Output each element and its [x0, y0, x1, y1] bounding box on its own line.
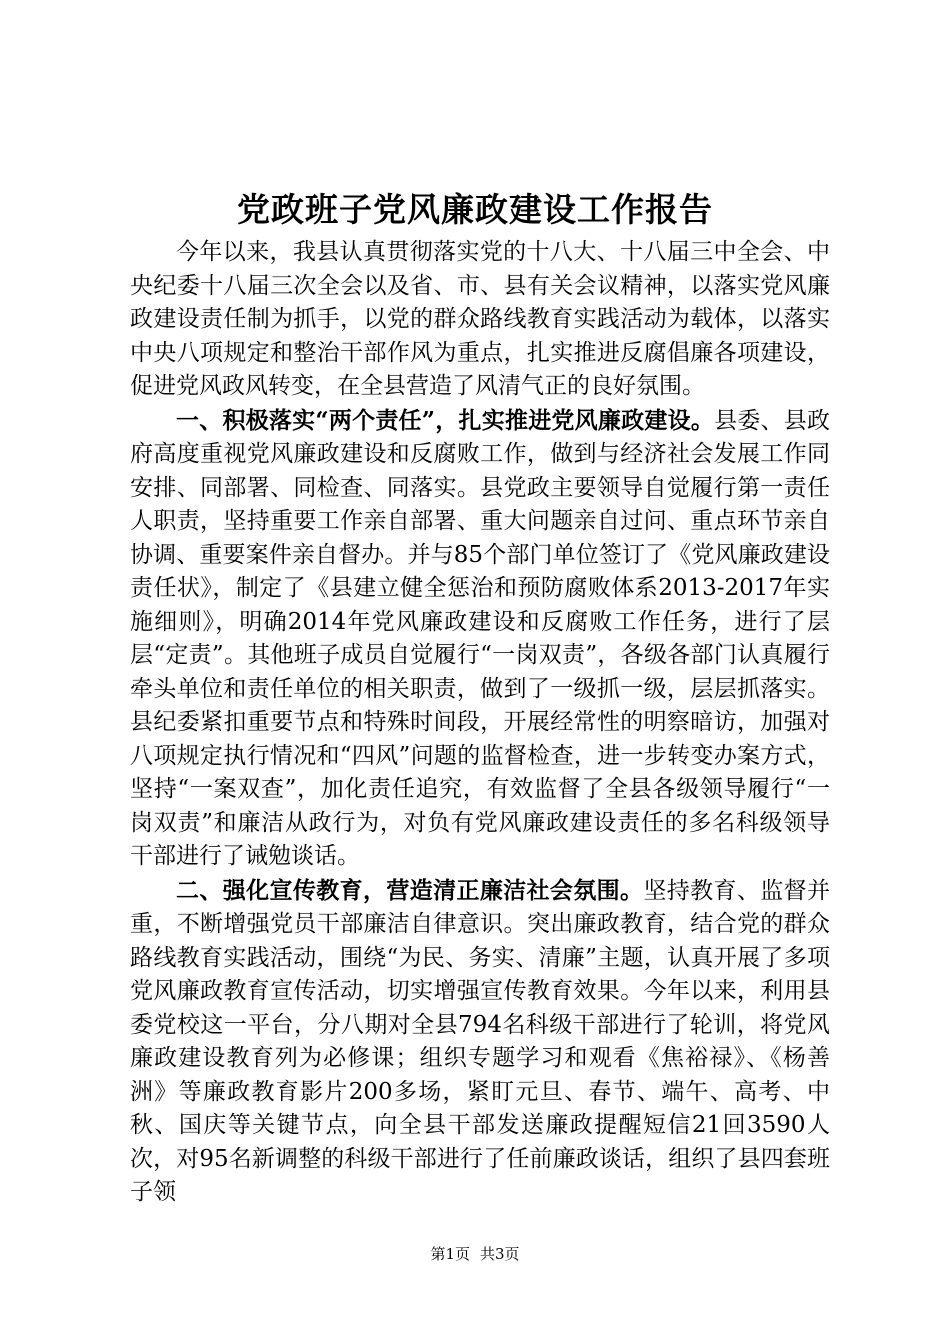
- page-total: 共3页: [480, 1245, 520, 1263]
- paragraph-section-2: [130, 874, 830, 1210]
- document-title: 党政班子党风廉政建设工作报告: [237, 190, 713, 229]
- document-body: [130, 236, 830, 1210]
- section-heading: 二、强化宣传教育，营造清正廉洁社会氛围。: [176, 876, 644, 904]
- section-heading: 一、积极落实“两个责任”，扎实推进党风廉政建设。: [176, 406, 715, 434]
- paragraph-section-1: [130, 404, 830, 874]
- paragraph-intro: [130, 236, 830, 404]
- paragraph-text: 今年以来，我县认真贯彻落实党的十八大、十八届三中全会、中央纪委十八届三次全会以及省、市、县有关会议精神，以落实党风廉政建设责任制为抓手，以党的群众路线教育实践活动为载体，以落实中央八项规定和整治干部作风为重点，扎实推进反腐倡廉各项建设，促进党风政风转变，在全县营造了风清气正的良好氛围。: [130, 239, 830, 399]
- page-number: 第1页: [430, 1245, 470, 1263]
- paragraph-text: 县委、县政府高度重视党风廉政建设和反腐败工作，做到与经济社会发展工作同安排、同部署、同检查、同落实。县党政主要领导自觉履行第一责任人职责，坚持重要工作亲自部署、重大问题亲自过问、重点环节亲自协调、重要案件亲自督办。并与85个部门单位签订了《党风廉政建设责任状》，制定了《县建立健全惩治和预防腐败体系2013-2017年实施细则》，明确2014年党风廉政建设和反腐败工作任务，进行了层层“定责”。其他班子成员自觉履行“一岗双责”，各级各部门认真履行牵头单位和责任单位的相关职责，做到了一级抓一级，层层抓落实。县纪委紧扣重要节点和特殊时间段，开展经常性的明察暗访，加强对八项规定执行情况和“四风”问题的监督检查，进一步转变办案方式，坚持“一案双查”，加化责任追究，有效监督了全县各级领导履行“一岗双责”和廉洁从政行为，对负有党风廉政建设责任的多名科级领导干部进行了诫勉谈话。: [130, 407, 830, 869]
- paragraph-text: 坚持教育、监督并重，不断增强党员干部廉洁自律意识。突出廉政教育，结合党的群众路线教育实践活动，围绕“为民、务实、清廉”主题，认真开展了多项党风廉政教育宣传活动，切实增强宣传教育效果。今年以来，利用县委党校这一平台，分八期对全县794名科级干部进行了轮训，将党风廉政建设教育列为必修课；组织专题学习和观看《焦裕禄》、《杨善洲》等廉政教育影片200多场，紧盯元旦、春节、端午、高考、中秋、国庆等关键节点，向全县干部发送廉政提醒短信21回3590人次，对95名新调整的科级干部进行了任前廉政谈话，组织了县四套班子领: [130, 877, 831, 1205]
- page-footer: [0, 1244, 950, 1264]
